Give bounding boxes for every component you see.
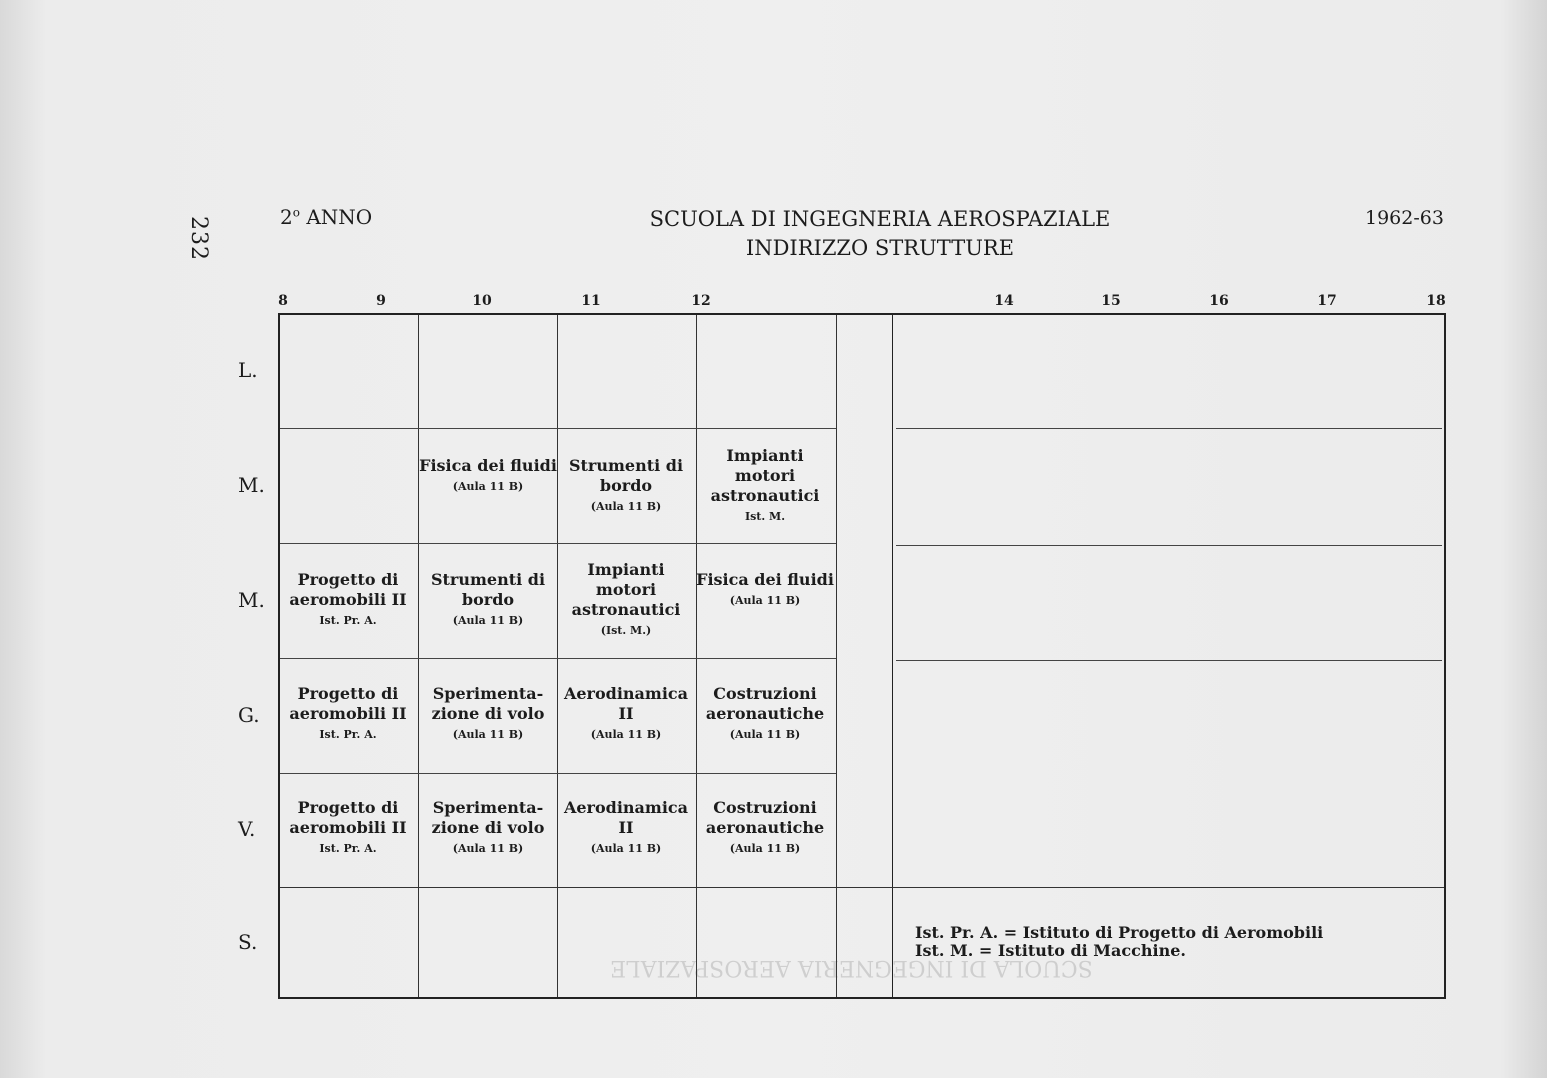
room-label: (Aula 11 B): [590, 728, 662, 741]
legend-line: Ist. M. = Istituto di Macchine.: [915, 941, 1186, 960]
room-label: (Ist. M.): [600, 624, 652, 637]
room-label: Ist. Pr. A.: [319, 614, 377, 627]
room-label: (Aula 11 B): [452, 614, 524, 627]
hour-label: 16: [1209, 293, 1229, 309]
column-divider: [557, 315, 558, 997]
course-title: Sperimenta-zione di volo: [431, 798, 545, 837]
course-title: Progetto di aeromobili II: [289, 570, 407, 609]
day-label-wednesday: M.: [238, 588, 265, 612]
day-label-monday: L.: [238, 358, 258, 382]
day-label-saturday: S.: [238, 930, 258, 954]
hour-label: 18: [1426, 293, 1446, 309]
row-divider: [280, 658, 836, 659]
course-title: Progetto di aeromobili II: [289, 798, 407, 837]
lesson-cell: [696, 798, 834, 856]
room-label: Ist. M.: [744, 510, 786, 523]
lesson-cell: [279, 684, 417, 742]
day-label-friday: V.: [238, 817, 256, 841]
lesson-cell: [696, 684, 834, 742]
course-title: Aerodinamica II: [563, 798, 689, 837]
day-label-tuesday: M.: [238, 473, 265, 497]
abbreviation-legend: [915, 924, 1323, 960]
row-divider: [896, 660, 1442, 661]
hour-label: 17: [1317, 293, 1337, 309]
room-label: (Aula 11 B): [729, 728, 801, 741]
room-label: Ist. Pr. A.: [319, 728, 377, 741]
track-name: INDIRIZZO STRUTTURE: [745, 236, 1015, 260]
hour-label: 8: [278, 293, 288, 309]
course-title: Fisica dei fluidi: [419, 456, 557, 475]
school-name: SCUOLA DI INGEGNERIA AEROSPAZIALE: [649, 207, 1111, 231]
row-divider: [896, 545, 1442, 546]
lesson-cell: [279, 798, 417, 856]
day-label-thursday: G.: [238, 703, 260, 727]
course-title: Impianti motori astronautici: [571, 560, 681, 619]
row-divider: [280, 773, 836, 774]
row-divider: [280, 543, 836, 544]
year-word: ANNO: [306, 205, 373, 229]
course-title: Strumenti di bordo: [430, 570, 546, 609]
row-divider: [280, 428, 836, 429]
room-label: (Aula 11 B): [452, 480, 524, 493]
room-label: (Aula 11 B): [729, 594, 801, 607]
course-title: Sperimenta-zione di volo: [431, 684, 545, 723]
hour-label: 12: [691, 293, 711, 309]
course-title: Costruzioni aeronautiche: [705, 684, 825, 723]
hour-label: 10: [472, 293, 492, 309]
lesson-cell: [557, 684, 695, 742]
year-number: 2: [280, 205, 293, 229]
room-label: Ist. Pr. A.: [319, 842, 377, 855]
course-title: Fisica dei fluidi: [696, 570, 834, 589]
column-divider: [418, 315, 419, 997]
legend-line: Ist. Pr. A. = Istituto di Progetto di Aeromobili: [915, 923, 1324, 942]
academic-year: 1962-63: [1365, 207, 1444, 229]
course-title: Aerodinamica II: [563, 684, 689, 723]
row-divider: [280, 887, 1444, 888]
room-label: (Aula 11 B): [729, 842, 801, 855]
year-superscript: o: [292, 205, 300, 220]
year-label: [280, 205, 372, 229]
course-title: Progetto di aeromobili II: [289, 684, 407, 723]
lesson-cell: [557, 798, 695, 856]
course-title: Costruzioni aeronautiche: [705, 798, 825, 837]
lesson-cell: [696, 570, 834, 608]
lesson-cell: [557, 456, 695, 514]
bleed-through-text: SCUOLA DI INGEGNERIA AEROSPAZIALE: [610, 955, 1093, 980]
room-label: (Aula 11 B): [590, 500, 662, 513]
room-label: (Aula 11 B): [452, 728, 524, 741]
course-title: Impianti motori astronautici: [710, 446, 820, 505]
lesson-cell: [419, 684, 557, 742]
hour-label: 15: [1101, 293, 1121, 309]
lesson-cell: [696, 446, 834, 524]
page-number: 232: [186, 216, 211, 261]
timetable-grid: [278, 313, 1446, 999]
lunch-divider: [892, 315, 893, 997]
page-title: [560, 205, 1200, 263]
room-label: (Aula 11 B): [590, 842, 662, 855]
lesson-cell: [419, 456, 557, 494]
lesson-cell: [557, 560, 695, 638]
hour-label: 11: [581, 293, 601, 309]
lesson-cell: [419, 570, 557, 628]
hour-label: 14: [994, 293, 1014, 309]
row-divider: [896, 428, 1442, 429]
lesson-cell: [419, 798, 557, 856]
hour-label: 9: [376, 293, 386, 309]
room-label: (Aula 11 B): [452, 842, 524, 855]
course-title: Strumenti di bordo: [568, 456, 684, 495]
lesson-cell: [279, 570, 417, 628]
column-divider: [696, 315, 697, 997]
column-divider: [836, 315, 837, 997]
